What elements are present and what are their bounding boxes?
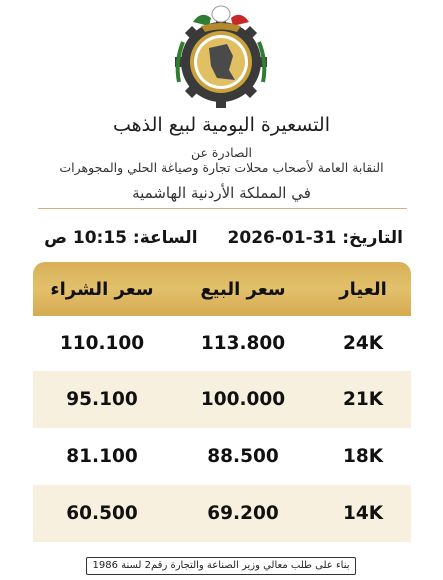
table-row	[33, 371, 411, 428]
header-buy-price: سعر الشراء	[50, 278, 154, 300]
buy-price-cell: 110.100	[59, 333, 145, 354]
sell-price-cell: 100.000	[200, 389, 286, 410]
buy-price-cell: 95.100	[66, 389, 138, 410]
price-table	[33, 262, 411, 542]
table-header	[33, 262, 411, 316]
karat-cell: 24K	[342, 333, 384, 354]
syndicate-emblem-icon	[171, 2, 271, 108]
time-text: الساعة: 10:15 ص	[44, 228, 198, 248]
karat-cell: 18K	[342, 446, 384, 467]
sell-price-cell: 69.200	[207, 503, 279, 524]
datetime-row	[36, 226, 403, 250]
issued-by-text: الصادرة عن	[190, 145, 253, 160]
table-row	[33, 485, 411, 542]
table-row	[33, 316, 411, 371]
buy-price-cell: 60.500	[66, 503, 138, 524]
table-row	[33, 428, 411, 485]
header-karat: العيار	[339, 278, 387, 300]
sell-price-cell: 113.800	[200, 333, 286, 354]
buy-price-cell: 81.100	[66, 446, 138, 467]
header-divider	[38, 208, 407, 209]
sell-price-cell: 88.500	[207, 446, 279, 467]
date-text: التاريخ: 31-01-2026	[227, 228, 403, 248]
karat-cell: 21K	[342, 389, 384, 410]
footer-note: بناء على طلب معالي وزير الصناعة والتجارة رقم2 لسنة 1986	[86, 557, 356, 575]
karat-cell: 14K	[342, 503, 384, 524]
country-text: في المملكة الأردنية الهاشمية	[132, 184, 311, 202]
syndicate-name: النقابة العامة لأصحاب محلات تجارة وصياغة الحلي والمجوهرات	[59, 160, 384, 175]
header-sell-price: سعر البيع	[200, 278, 286, 300]
page-title: التسعيرة اليومية لبيع الذهب	[112, 114, 330, 136]
